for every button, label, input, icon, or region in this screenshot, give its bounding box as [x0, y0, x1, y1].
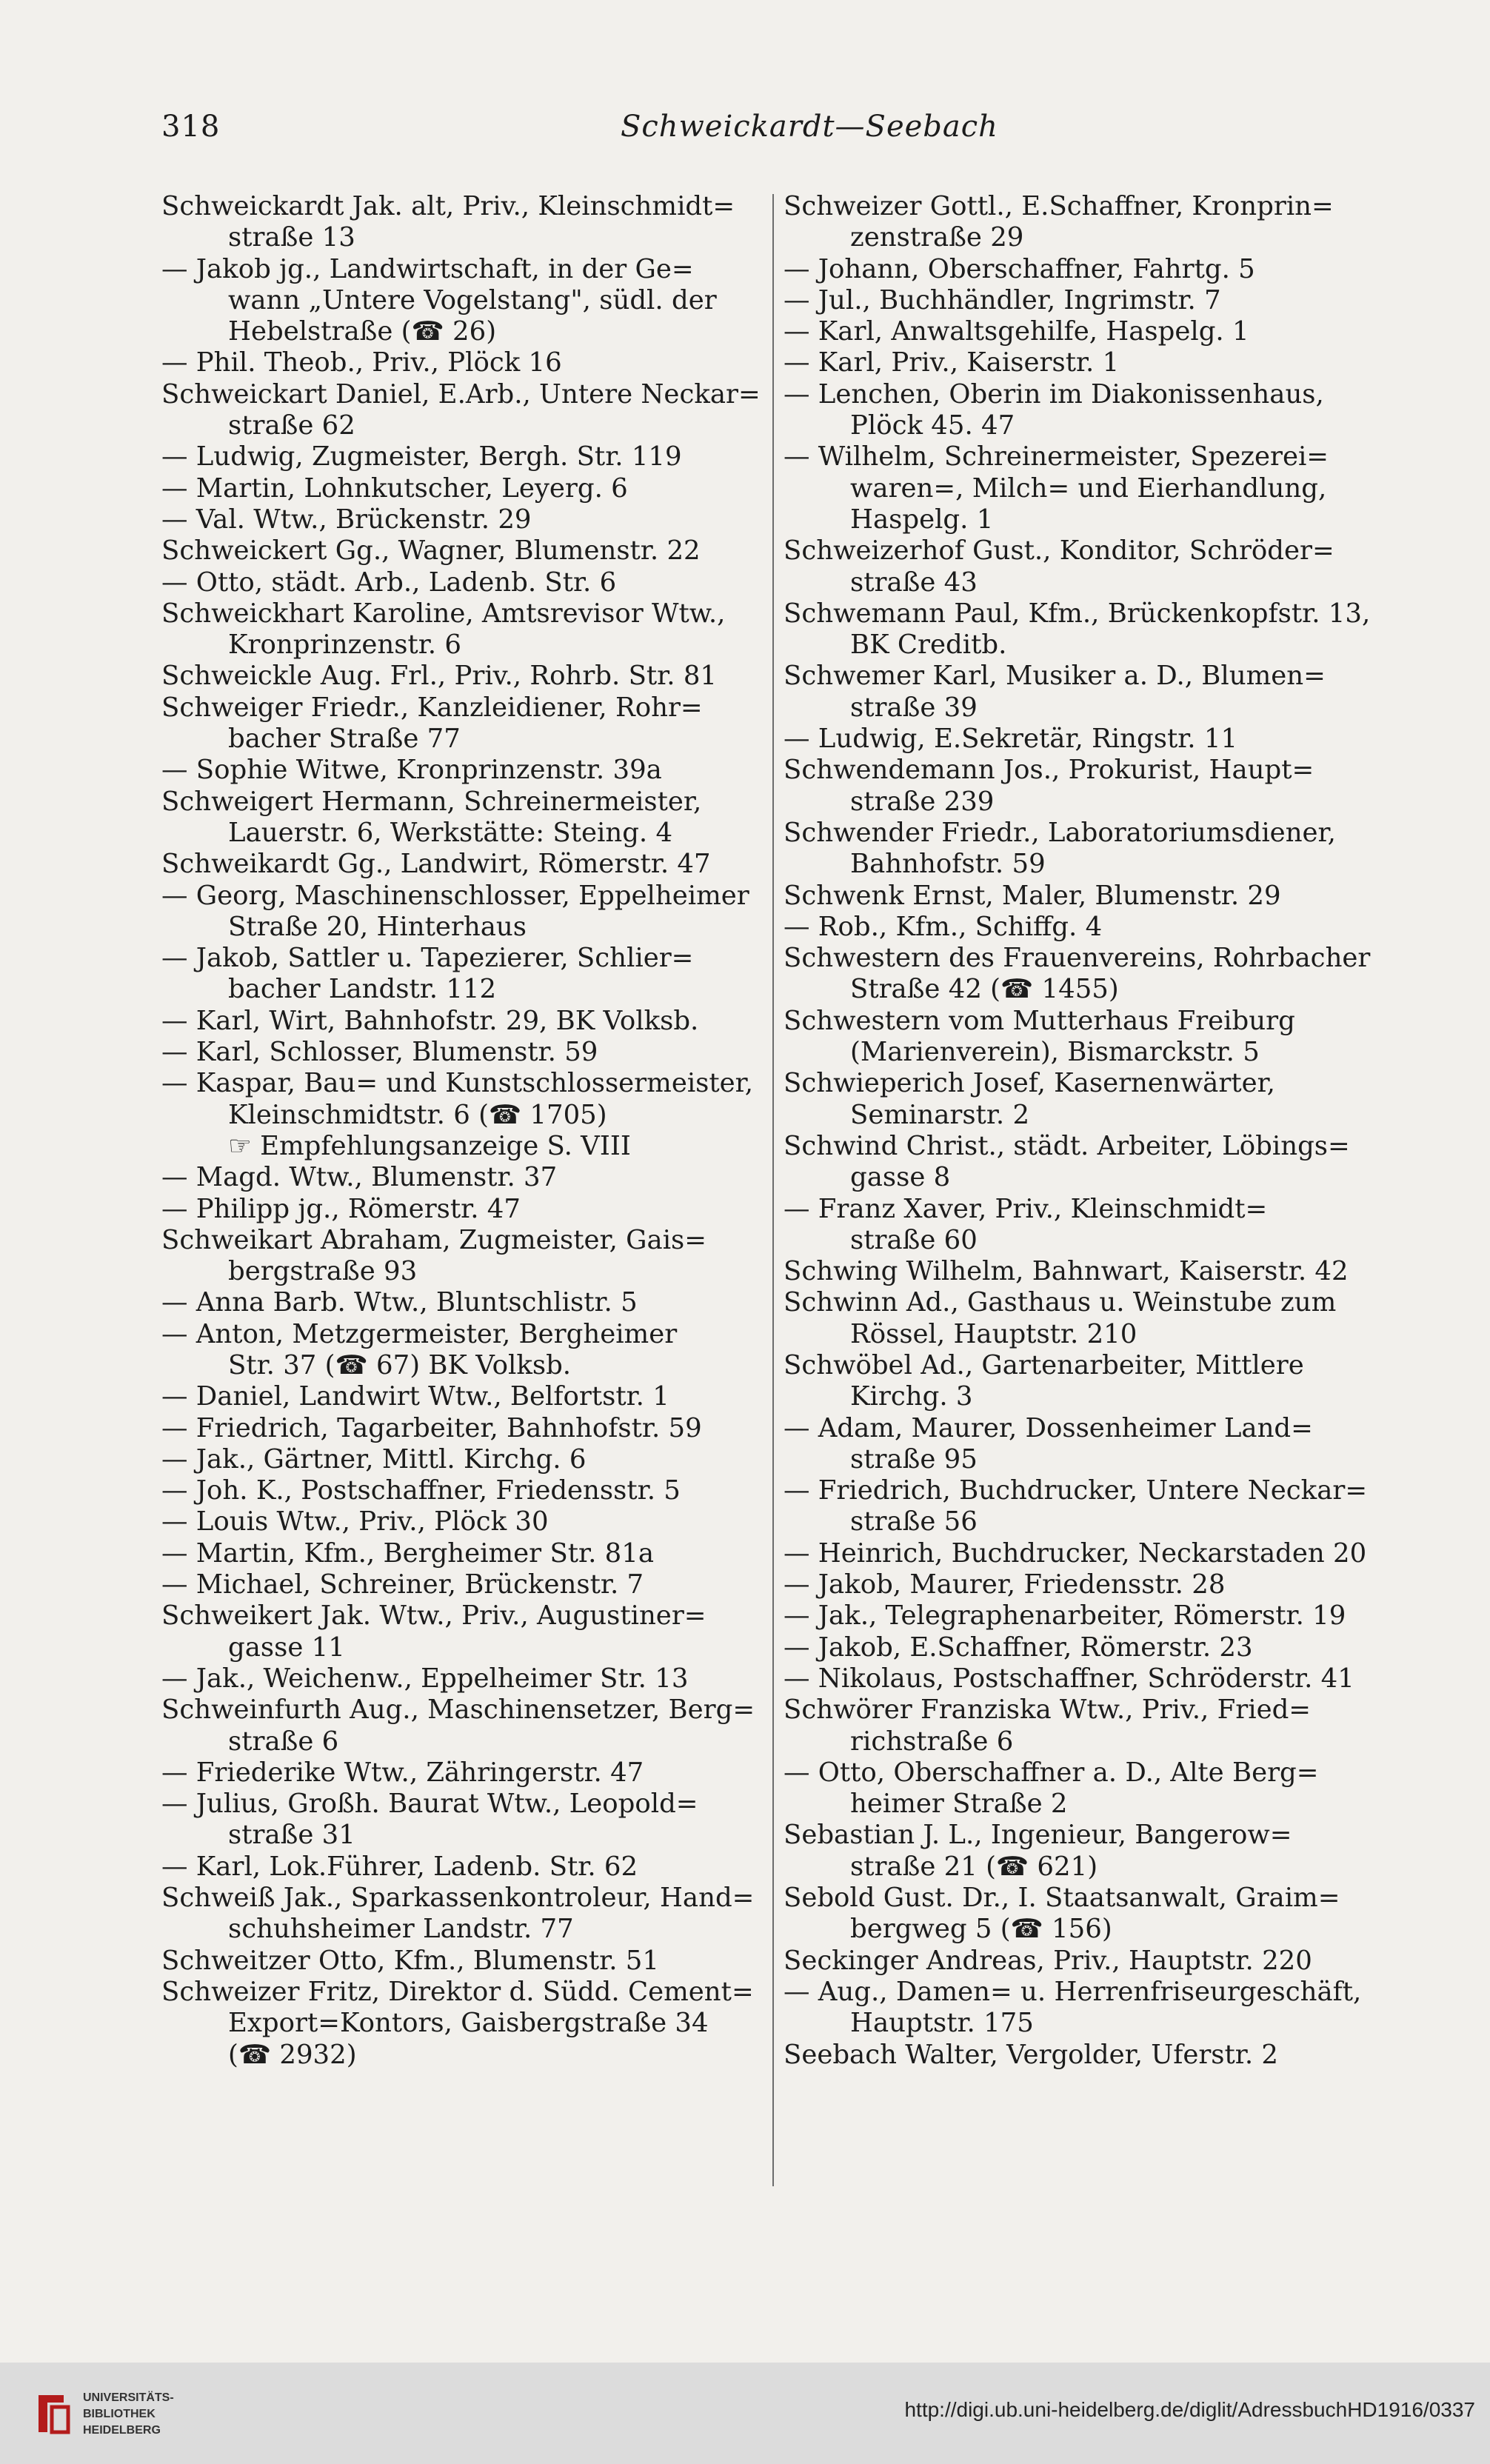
directory-entry-line: — Franz Xaver, Priv., Kleinschmidt=	[784, 1193, 1268, 1224]
directory-entry-line: Schwöbel Ad., Gartenarbeiter, Mittlere	[784, 1349, 1304, 1380]
directory-entry-line: — Karl, Lok.Führer, Ladenb. Str. 62	[161, 1851, 638, 1882]
entry-continuation-line: gasse 11	[228, 1632, 345, 1663]
directory-entry-line: — Lenchen, Oberin im Diakonissenhaus,	[784, 378, 1324, 410]
directory-entry-line: — Wilhelm, Schreinermeister, Spezerei=	[784, 441, 1329, 473]
directory-entry-line: — Jakob, Sattler u. Tapezierer, Schlier=	[161, 943, 694, 974]
page-number: 318	[161, 110, 221, 144]
directory-entry-line: — Ludwig, E.Sekretär, Ringstr. 11	[784, 724, 1238, 755]
viewer-footer	[0, 2363, 1490, 2464]
directory-entry-line: — Friedrich, Buchdrucker, Untere Neckar=	[784, 1475, 1368, 1506]
entry-continuation-line: Lauerstr. 6, Werkstätte: Steing. 4	[228, 817, 673, 848]
directory-entry-line: — Daniel, Landwirt Wtw., Belfortstr. 1	[161, 1381, 669, 1412]
library-name	[83, 2390, 174, 2439]
entry-continuation-line: schuhsheimer Landstr. 77	[228, 1914, 574, 1945]
column-divider	[772, 194, 774, 2186]
entry-continuation-line: straße 31	[228, 1820, 355, 1851]
directory-entry-line: — Magd. Wtw., Blumenstr. 37	[161, 1162, 558, 1193]
directory-entry-line: — Martin, Lohnkutscher, Leyerg. 6	[161, 473, 628, 504]
directory-entry-line: Schweickart Daniel, E.Arb., Untere Neckar=	[161, 378, 761, 410]
directory-entry-line: — Sophie Witwe, Kronprinzenstr. 39a	[161, 755, 662, 786]
entry-continuation-line: waren=, Milch= und Eierhandlung,	[850, 473, 1327, 504]
directory-entry-line: — Otto, Oberschaffner a. D., Alte Berg=	[784, 1757, 1319, 1788]
directory-entry-line: — Ludwig, Zugmeister, Bergh. Str. 119	[161, 441, 682, 473]
entry-continuation-line: Kirchg. 3	[850, 1381, 973, 1412]
directory-entry-line: Sebastian J. L., Ingenieur, Bangerow=	[784, 1820, 1292, 1851]
directory-entry-line: — Val. Wtw., Brückenstr. 29	[161, 504, 532, 535]
entry-continuation-line: bacher Straße 77	[228, 724, 461, 755]
entry-continuation-line: straße 21 (☎ 621)	[850, 1851, 1098, 1882]
directory-entry-line: — Jak., Gärtner, Mittl. Kirchg. 6	[161, 1443, 587, 1475]
directory-entry-line: Schwestern vom Mutterhaus Freiburg	[784, 1005, 1295, 1036]
directory-entry-line: — Philipp jg., Römerstr. 47	[161, 1193, 521, 1224]
directory-entry-line: Schweitzer Otto, Kfm., Blumenstr. 51	[161, 1945, 659, 1976]
directory-entry-line: — Nikolaus, Postschaffner, Schröderstr. 41	[784, 1663, 1354, 1694]
entry-continuation-line: straße 6	[228, 1726, 339, 1757]
directory-entry-line: Schweickle Aug. Frl., Priv., Rohrb. Str. 81	[161, 661, 717, 692]
directory-entry-line: — Jak., Weichenw., Eppelheimer Str. 13	[161, 1663, 689, 1694]
directory-entry-line: Schwing Wilhelm, Bahnwart, Kaiserstr. 42	[784, 1256, 1349, 1287]
directory-entry-line: Seebach Walter, Vergolder, Uferstr. 2	[784, 2039, 1279, 2070]
directory-entry-line: — Jak., Telegraphenarbeiter, Römerstr. 19	[784, 1600, 1346, 1632]
entry-continuation-line: zenstraße 29	[850, 222, 1024, 253]
entry-continuation-line: bacher Landstr. 112	[228, 974, 497, 1005]
entry-continuation-line: gasse 8	[850, 1162, 951, 1193]
entry-continuation-line: Hebelstraße (☎ 26)	[228, 316, 497, 347]
directory-entry-line: Schweizer Fritz, Direktor d. Südd. Cement=	[161, 1976, 754, 2007]
directory-entry-line: — Karl, Priv., Kaiserstr. 1	[784, 347, 1120, 378]
entry-continuation-line: bergweg 5 (☎ 156)	[850, 1914, 1112, 1945]
directory-entry-line: — Georg, Maschinenschlosser, Eppelheimer	[161, 880, 749, 911]
directory-entry-line: — Jakob jg., Landwirtschaft, in der Ge=	[161, 253, 694, 284]
entry-continuation-line: Rössel, Hauptstr. 210	[850, 1318, 1137, 1349]
directory-entry-line: Schweizerhof Gust., Konditor, Schröder=	[784, 535, 1334, 567]
directory-entry-line: — Phil. Theob., Priv., Plöck 16	[161, 347, 562, 378]
entry-continuation-line: Kronprinzenstr. 6	[228, 630, 461, 661]
directory-entry-line: — Martin, Kfm., Bergheimer Str. 81a	[161, 1538, 655, 1569]
directory-entry-line: Schweickert Gg., Wagner, Blumenstr. 22	[161, 535, 701, 567]
directory-entry-line: — Jakob, E.Schaffner, Römerstr. 23	[784, 1632, 1253, 1663]
directory-entry-line: — Michael, Schreiner, Brückenstr. 7	[161, 1569, 644, 1600]
directory-entry-line: Schwemann Paul, Kfm., Brückenkopfstr. 13,	[784, 598, 1371, 629]
directory-entry-line: Schwieperich Josef, Kasernenwärter,	[784, 1068, 1275, 1099]
entry-continuation-line: straße 13	[228, 222, 355, 253]
library-name-line-3: HEIDELBERG	[83, 2424, 161, 2437]
entry-continuation-line: Str. 37 (☎ 67) BK Volksb.	[228, 1349, 572, 1380]
entry-continuation-line: (☎ 2932)	[228, 2039, 357, 2070]
directory-entry-line: Schweikardt Gg., Landwirt, Römerstr. 47	[161, 849, 711, 880]
directory-entry-line: — Louis Wtw., Priv., Plöck 30	[161, 1506, 549, 1538]
directory-entry-line: — Friederike Wtw., Zähringerstr. 47	[161, 1757, 644, 1788]
entry-continuation-line: Haspelg. 1	[850, 504, 994, 535]
entry-continuation-line: Straße 42 (☎ 1455)	[850, 974, 1119, 1005]
directory-entry-line: Sebold Gust. Dr., I. Staatsanwalt, Graim=	[784, 1883, 1340, 1914]
directory-entry-line: Schweickhart Karoline, Amtsrevisor Wtw.,	[161, 598, 726, 629]
entry-continuation-line: straße 60	[850, 1224, 978, 1255]
entry-continuation-line: ☞ Empfehlungsanzeige S. VIII	[228, 1130, 631, 1161]
directory-entry-line: — Jakob, Maurer, Friedensstr. 28	[784, 1569, 1226, 1600]
directory-entry-line: Seckinger Andreas, Priv., Hauptstr. 220	[784, 1945, 1312, 1976]
entry-continuation-line: straße 43	[850, 567, 978, 598]
directory-entry-line: — Anton, Metzgermeister, Bergheimer	[161, 1318, 678, 1349]
directory-entry-line: — Adam, Maurer, Dossenheimer Land=	[784, 1412, 1313, 1443]
left-column	[161, 191, 767, 2071]
directory-entry-line: Schwenk Ernst, Maler, Blumenstr. 29	[784, 880, 1281, 911]
directory-entry-line: — Karl, Schlosser, Blumenstr. 59	[161, 1037, 598, 1068]
entry-continuation-line: heimer Straße 2	[850, 1789, 1068, 1820]
directory-entry-line: Schwestern des Frauenvereins, Rohrbacher	[784, 943, 1371, 974]
directory-entry-line: Schwendemann Jos., Prokurist, Haupt=	[784, 755, 1314, 786]
directory-entry-line: Schweiß Jak., Sparkassenkontroleur, Hand=	[161, 1883, 755, 1914]
directory-entry-line: Schweiger Friedr., Kanzleidiener, Rohr=	[161, 692, 703, 723]
directory-entry-line: Schweigert Hermann, Schreinermeister,	[161, 786, 702, 817]
entry-continuation-line: Seminarstr. 2	[850, 1099, 1030, 1130]
source-url-link[interactable]: http://digi.ub.uni-heidelberg.de/diglit/AdressbuchHD1916/0337	[904, 2398, 1475, 2421]
directory-entry-line: Schweizer Gottl., E.Schaffner, Kronprin=	[784, 191, 1334, 221]
entry-continuation-line: Kleinschmidtstr. 6 (☎ 1705)	[228, 1099, 607, 1130]
library-name-line-2: BIBLIOTHEK	[83, 2408, 156, 2420]
entry-continuation-line: Export=Kontors, Gaisbergstraße 34	[228, 2008, 709, 2039]
page-header	[161, 110, 1450, 161]
directory-entry-line: — Heinrich, Buchdrucker, Neckarstaden 20	[784, 1538, 1367, 1569]
directory-entry-line: — Kaspar, Bau= und Kunstschlossermeister,	[161, 1068, 754, 1099]
entry-continuation-line: straße 239	[850, 786, 995, 817]
directory-entry-line: — Otto, städt. Arb., Ladenb. Str. 6	[161, 567, 617, 598]
directory-entry-line: — Julius, Großh. Baurat Wtw., Leopold=	[161, 1789, 698, 1820]
directory-entry-line: Schweikart Abraham, Zugmeister, Gais=	[161, 1224, 707, 1255]
directory-entry-line: Schweikert Jak. Wtw., Priv., Augustiner=	[161, 1600, 706, 1632]
university-library-logo-icon	[34, 2392, 73, 2435]
directory-entry-line: — Aug., Damen= u. Herrenfriseurgeschäft,	[784, 1976, 1362, 2007]
entry-continuation-line: Bahnhofstr. 59	[850, 849, 1046, 880]
entry-continuation-line: straße 56	[850, 1506, 978, 1538]
directory-entry-line: — Rob., Kfm., Schiffg. 4	[784, 911, 1103, 942]
right-column	[784, 191, 1389, 2071]
directory-entry-line: Schwind Christ., städt. Arbeiter, Löbings=	[784, 1130, 1350, 1161]
directory-entry-line: — Jul., Buchhändler, Ingrimstr. 7	[784, 284, 1221, 315]
library-name-line-1: UNIVERSITÄTS-	[83, 2391, 174, 2404]
entry-continuation-line: Straße 20, Hinterhaus	[228, 911, 527, 942]
entry-continuation-line: straße 62	[228, 410, 355, 441]
entry-continuation-line: Hauptstr. 175	[850, 2008, 1034, 2039]
directory-entry-line: — Karl, Anwaltsgehilfe, Haspelg. 1	[784, 316, 1249, 347]
directory-entry-line: — Anna Barb. Wtw., Bluntschlistr. 5	[161, 1287, 638, 1318]
entry-continuation-line: BK Creditb.	[850, 630, 1007, 661]
entry-continuation-line: wann „Untere Vogelstang", südl. der	[228, 284, 717, 315]
directory-entry-line: Schweickardt Jak. alt, Priv., Kleinschmidt=	[161, 191, 735, 221]
entry-continuation-line: (Marienverein), Bismarckstr. 5	[850, 1037, 1260, 1068]
directory-entry-line: Schwinn Ad., Gasthaus u. Weinstube zum	[784, 1287, 1337, 1318]
directory-entry-line: Schwender Friedr., Laboratoriumsdiener,	[784, 817, 1336, 848]
directory-entry-line: — Friedrich, Tagarbeiter, Bahnhofstr. 59	[161, 1412, 702, 1443]
entry-continuation-line: bergstraße 93	[228, 1256, 418, 1287]
entry-continuation-line: richstraße 6	[850, 1726, 1014, 1757]
entry-continuation-line: Plöck 45. 47	[850, 410, 1015, 441]
running-title: Schweickardt—Seebach	[621, 110, 998, 144]
directory-entry-line: Schweinfurth Aug., Maschinensetzer, Berg=	[161, 1695, 755, 1726]
entry-continuation-line: straße 39	[850, 692, 978, 723]
directory-entry-line: Schwemer Karl, Musiker a. D., Blumen=	[784, 661, 1326, 692]
entry-continuation-line: straße 95	[850, 1443, 978, 1475]
directory-entry-line: — Karl, Wirt, Bahnhofstr. 29, BK Volksb.	[161, 1005, 699, 1036]
directory-entry-line: — Joh. K., Postschaffner, Friedensstr. 5	[161, 1475, 681, 1506]
directory-entry-line: Schwörer Franziska Wtw., Priv., Fried=	[784, 1695, 1312, 1726]
directory-entry-line: — Johann, Oberschaffner, Fahrtg. 5	[784, 253, 1255, 284]
